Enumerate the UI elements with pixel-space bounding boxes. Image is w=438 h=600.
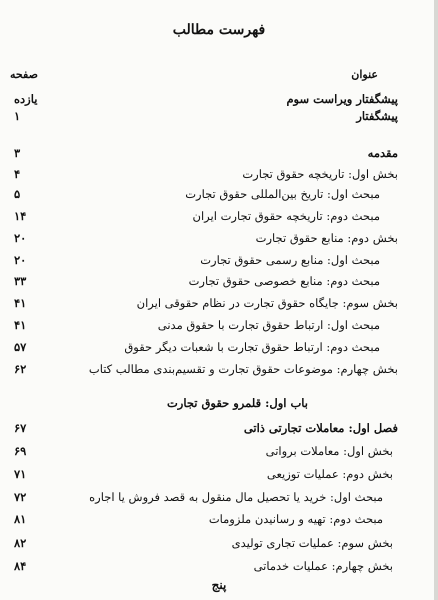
toc-entry-label: مبحث اول: ارتباط حقوق تجارت با حقوق مدنی: [157, 318, 380, 332]
toc-entry: [0, 317, 438, 334]
toc-entry: [0, 489, 438, 506]
toc-entry-page: ۸۲: [14, 536, 27, 550]
toc-entry-label: بخش دوم: عملیات توزیعی: [266, 467, 393, 481]
page-number-footer: پنج: [211, 578, 227, 592]
toc-entry-label: فصل اول: معاملات تجارتی ذاتی: [243, 421, 398, 435]
toc-entry-page: ۱۴: [14, 209, 27, 223]
toc-entry-label: بخش سوم: جایگاه حقوق تجارت در نظام حقوقی ایران: [136, 296, 398, 310]
toc-entry-page: ۶۲: [14, 362, 27, 376]
toc-entry-page: ۴: [14, 167, 21, 181]
page-column-header: صفحه: [10, 68, 38, 81]
toc-entry-label: بخش دوم: منابع حقوق تجارت: [255, 231, 398, 245]
toc-entry: [0, 91, 438, 108]
toc-entry-label: مبحث اول: خرید یا تحصیل مال منقول به قصد فروش یا اجاره: [89, 490, 383, 504]
toc-entry-page: ۸۱: [14, 512, 27, 526]
toc-entry-label: پیشگفتار: [356, 109, 398, 123]
toc-entry-page: ۷۲: [14, 490, 27, 504]
toc-entry: [0, 535, 438, 552]
toc-entry-label: مبحث دوم: تاریخچه حقوق تجارت ایران: [192, 209, 380, 223]
toc-entry-label: باب اول: قلمرو حقوق تجارت: [166, 396, 308, 410]
toc-entry-label: بخش سوم: عملیات تجاری تولیدی: [231, 536, 393, 550]
toc-entry-page: ۳: [14, 146, 21, 160]
toc-entry: [0, 252, 438, 269]
toc-entry: [0, 466, 438, 483]
toc-entry-label: پیشگفتار ویراست سوم: [286, 92, 398, 106]
toc-entry: [0, 208, 438, 225]
toc-entry: [0, 361, 438, 378]
toc-entry-page: ۶۷: [14, 421, 27, 435]
toc-entry-page: ۷۱: [14, 467, 27, 481]
toc-entry-page: ۳۳: [14, 274, 27, 288]
toc-entry-label: بخش اول: تاریخچه حقوق تجارت: [242, 167, 398, 181]
toc-entry: [0, 145, 438, 162]
toc-entry: [0, 395, 438, 412]
toc-entry: [0, 443, 438, 460]
toc-entry: [0, 186, 438, 203]
toc-entry-label: بخش چهارم: موضوعات حقوق تجارت و تقسیم‌بندی مطالب کتاب: [88, 362, 398, 376]
toc-entry-page: ۲۰: [14, 253, 27, 267]
toc-entry-page: ۴۱: [14, 296, 27, 310]
toc-entry: [0, 295, 438, 312]
toc-entry: [0, 166, 438, 183]
page-title: فهرست مطالب: [172, 22, 266, 38]
toc-entry: [0, 230, 438, 247]
toc-entry: [0, 558, 438, 575]
toc-entry-page: ۵: [14, 187, 21, 201]
toc-entry: [0, 420, 438, 437]
toc-entry-label: مبحث اول: تاریخ بین‌المللی حقوق تجارت: [185, 187, 380, 201]
toc-entry: [0, 273, 438, 290]
toc-entry-page: ۴۱: [14, 318, 27, 332]
toc-entry-label: مبحث اول: منابع رسمی حقوق تجارت: [200, 253, 380, 267]
toc-entry: [0, 511, 438, 528]
toc-entry-page: ۸۴: [14, 559, 27, 573]
toc-entry-label: مبحث دوم: تهیه و رسانیدن ملزومات: [208, 512, 383, 526]
toc-entry-page: ۶۹: [14, 444, 27, 458]
toc-entry-page: ۵۷: [14, 340, 27, 354]
toc-entry-label: مقدمه: [367, 146, 398, 160]
subject-column-header: عنوان: [351, 68, 378, 81]
toc-entry-page: یازده: [14, 92, 38, 106]
toc-entry-label: مبحث دوم: ارتباط حقوق تجارت با شعبات دیگر حقوق: [124, 340, 380, 354]
toc-entry-page: ۲۰: [14, 231, 27, 245]
toc-entry: [0, 339, 438, 356]
toc-entry-label: مبحث دوم: منابع خصوصی حقوق تجارت: [188, 274, 380, 288]
toc-entry: [0, 108, 438, 125]
toc-entry-page: ۱: [14, 109, 21, 123]
toc-entry-label: بخش چهارم: عملیات خدماتی: [253, 559, 393, 573]
toc-entry-label: بخش اول: معاملات برواتی: [265, 444, 393, 458]
